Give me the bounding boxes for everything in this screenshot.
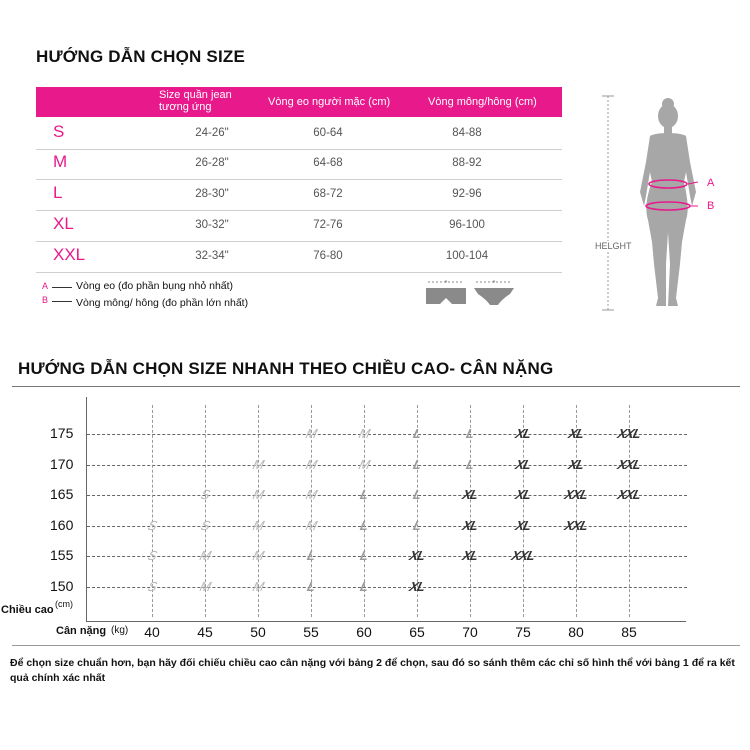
size-cell: M bbox=[304, 456, 318, 472]
size-cell: S bbox=[199, 517, 211, 533]
size-waist-value: 76-80 bbox=[313, 250, 343, 262]
size-label: M bbox=[53, 152, 68, 171]
svg-text:*: * bbox=[444, 280, 448, 287]
size-label: XXL bbox=[53, 245, 86, 264]
x-tick-label: 45 bbox=[197, 624, 213, 640]
size-cell: L bbox=[411, 456, 423, 472]
size-jean-value: 26-28" bbox=[195, 157, 229, 169]
divider-top bbox=[12, 386, 740, 387]
size-cell: M bbox=[304, 487, 318, 502]
size-row bbox=[36, 180, 562, 211]
size-hip-value: 92-96 bbox=[452, 188, 482, 200]
divider-bottom bbox=[12, 645, 740, 646]
size-cell: M bbox=[357, 456, 371, 472]
size-jean-value: 32-34" bbox=[195, 250, 229, 262]
size-cell: M bbox=[251, 578, 265, 594]
x-axis-unit: (kg) bbox=[111, 625, 129, 636]
size-cell: M bbox=[304, 517, 318, 533]
size-guide-title: HƯỚNG DẪN CHỌN SIZE bbox=[36, 47, 246, 66]
size-cell: L bbox=[305, 578, 317, 594]
size-cell: L bbox=[358, 487, 370, 502]
size-cell: M bbox=[304, 426, 318, 441]
size-cell: L bbox=[411, 487, 423, 502]
size-cell: XXL bbox=[562, 517, 590, 533]
size-cell: XXL bbox=[615, 487, 643, 502]
size-cell: L bbox=[411, 517, 423, 533]
size-cell: XXL bbox=[615, 426, 643, 441]
x-tick-label: 85 bbox=[621, 624, 637, 640]
x-axis-label: Cân nặng bbox=[56, 625, 107, 637]
x-tick-label: 75 bbox=[515, 624, 531, 640]
legend-letter-a: A bbox=[42, 281, 49, 291]
legend-letter-b: B bbox=[42, 295, 49, 305]
size-cell: XL bbox=[566, 456, 586, 472]
x-tick-label: 55 bbox=[303, 624, 319, 640]
x-tick-label: 70 bbox=[462, 624, 478, 640]
briefs-icon bbox=[426, 280, 466, 304]
x-tick-label: 40 bbox=[144, 624, 160, 640]
size-cell: XL bbox=[513, 517, 533, 533]
size-cell: M bbox=[198, 548, 212, 563]
size-cell: XL bbox=[566, 426, 586, 441]
y-tick-label: 160 bbox=[50, 516, 74, 533]
size-label: XL bbox=[53, 214, 74, 233]
y-tick-label: 170 bbox=[50, 455, 74, 472]
size-cell: XL bbox=[513, 487, 533, 502]
size-cell: S bbox=[146, 548, 158, 563]
size-cell: XL bbox=[513, 456, 533, 472]
x-tick-label: 80 bbox=[568, 624, 584, 640]
size-cell: XXL bbox=[509, 548, 537, 563]
size-cell: M bbox=[251, 517, 265, 533]
header-waist: Vòng eo người mặc (cm) bbox=[268, 96, 391, 108]
size-cell: L bbox=[358, 578, 370, 594]
size-label: L bbox=[53, 183, 63, 202]
size-hip-value: 84-88 bbox=[452, 127, 482, 139]
size-cell: XL bbox=[407, 578, 427, 594]
size-cell: XL bbox=[460, 517, 480, 533]
underwear-icons bbox=[420, 278, 520, 312]
size-cell: XXL bbox=[562, 487, 590, 502]
size-cell: XXL bbox=[615, 456, 643, 472]
size-waist-value: 68-72 bbox=[313, 188, 343, 200]
header-jean-size: Size quần jean tương ứng bbox=[159, 89, 232, 113]
size-cell: L bbox=[358, 517, 370, 533]
size-cell: S bbox=[146, 517, 158, 533]
size-label: S bbox=[53, 122, 65, 141]
size-cell: S bbox=[199, 487, 211, 502]
size-jean-value: 28-30" bbox=[195, 188, 229, 200]
size-jean-value: 30-32" bbox=[195, 219, 229, 231]
size-cell: S bbox=[146, 578, 158, 594]
size-jean-value: 24-26" bbox=[195, 127, 229, 139]
x-tick-label: 60 bbox=[356, 624, 372, 640]
quick-guide-title: HƯỚNG DẪN CHỌN SIZE NHANH THEO CHIỀU CAO- CÂN NẶNG bbox=[18, 359, 554, 378]
y-axis-unit: (cm) bbox=[55, 599, 73, 609]
size-row bbox=[36, 211, 562, 242]
size-waist-value: 72-76 bbox=[313, 219, 343, 231]
y-tick-label: 165 bbox=[50, 486, 74, 502]
size-hip-value: 96-100 bbox=[449, 219, 485, 231]
svg-text:*: * bbox=[492, 280, 496, 287]
y-tick-label: 150 bbox=[50, 577, 74, 594]
mark-a-label: A bbox=[707, 177, 715, 189]
size-cell: L bbox=[464, 426, 476, 441]
size-cell: XL bbox=[407, 548, 427, 563]
size-cell: XL bbox=[460, 487, 480, 502]
legend-line-b bbox=[52, 301, 72, 302]
size-hip-value: 88-92 bbox=[452, 157, 482, 169]
size-cell: M bbox=[198, 578, 212, 594]
size-row bbox=[36, 242, 562, 273]
legend-line-a bbox=[52, 287, 72, 288]
size-cell: M bbox=[357, 426, 371, 441]
size-row bbox=[36, 119, 562, 150]
size-waist-value: 60-64 bbox=[313, 127, 343, 139]
y-tick-label: 175 bbox=[50, 425, 74, 441]
height-label: HELGHT bbox=[595, 241, 632, 251]
y-tick-label: 155 bbox=[50, 547, 74, 563]
header-hip: Vòng mông/hông (cm) bbox=[428, 96, 537, 108]
legend-text-a: Vòng eo (đo phần bụng nhỏ nhất) bbox=[76, 280, 234, 292]
size-cell: L bbox=[305, 548, 317, 563]
size-waist-value: 64-68 bbox=[313, 157, 343, 169]
size-cell: L bbox=[464, 456, 476, 472]
size-cell: XL bbox=[513, 426, 533, 441]
size-cell: M bbox=[251, 548, 265, 563]
footnote: Để chọn size chuẩn hơn, bạn hãy đối chiếu chiều cao cân nặng với bảng 2 để chọn, sau đó so sánh thêm các chỉ số hình thể với bảng 1 để ra kết quả chính xác nhất bbox=[10, 657, 735, 684]
legend-text-b: Vòng mông/ hông (đo phần lớn nhất) bbox=[76, 297, 249, 309]
y-axis-label: Chiều cao bbox=[1, 604, 54, 616]
y-axis-line bbox=[86, 397, 87, 622]
size-table-header bbox=[36, 87, 562, 117]
size-cell: M bbox=[251, 456, 265, 472]
x-axis-line bbox=[86, 621, 686, 622]
size-row bbox=[36, 149, 562, 180]
mark-b-label: B bbox=[707, 200, 715, 212]
size-cell: M bbox=[251, 487, 265, 502]
size-cell: XL bbox=[460, 548, 480, 563]
size-cell: L bbox=[358, 548, 370, 563]
x-tick-label: 65 bbox=[409, 624, 425, 640]
size-hip-value: 100-104 bbox=[445, 250, 489, 262]
x-tick-label: 50 bbox=[250, 624, 266, 640]
size-cell: L bbox=[411, 426, 423, 441]
bikini-icon bbox=[474, 280, 514, 305]
